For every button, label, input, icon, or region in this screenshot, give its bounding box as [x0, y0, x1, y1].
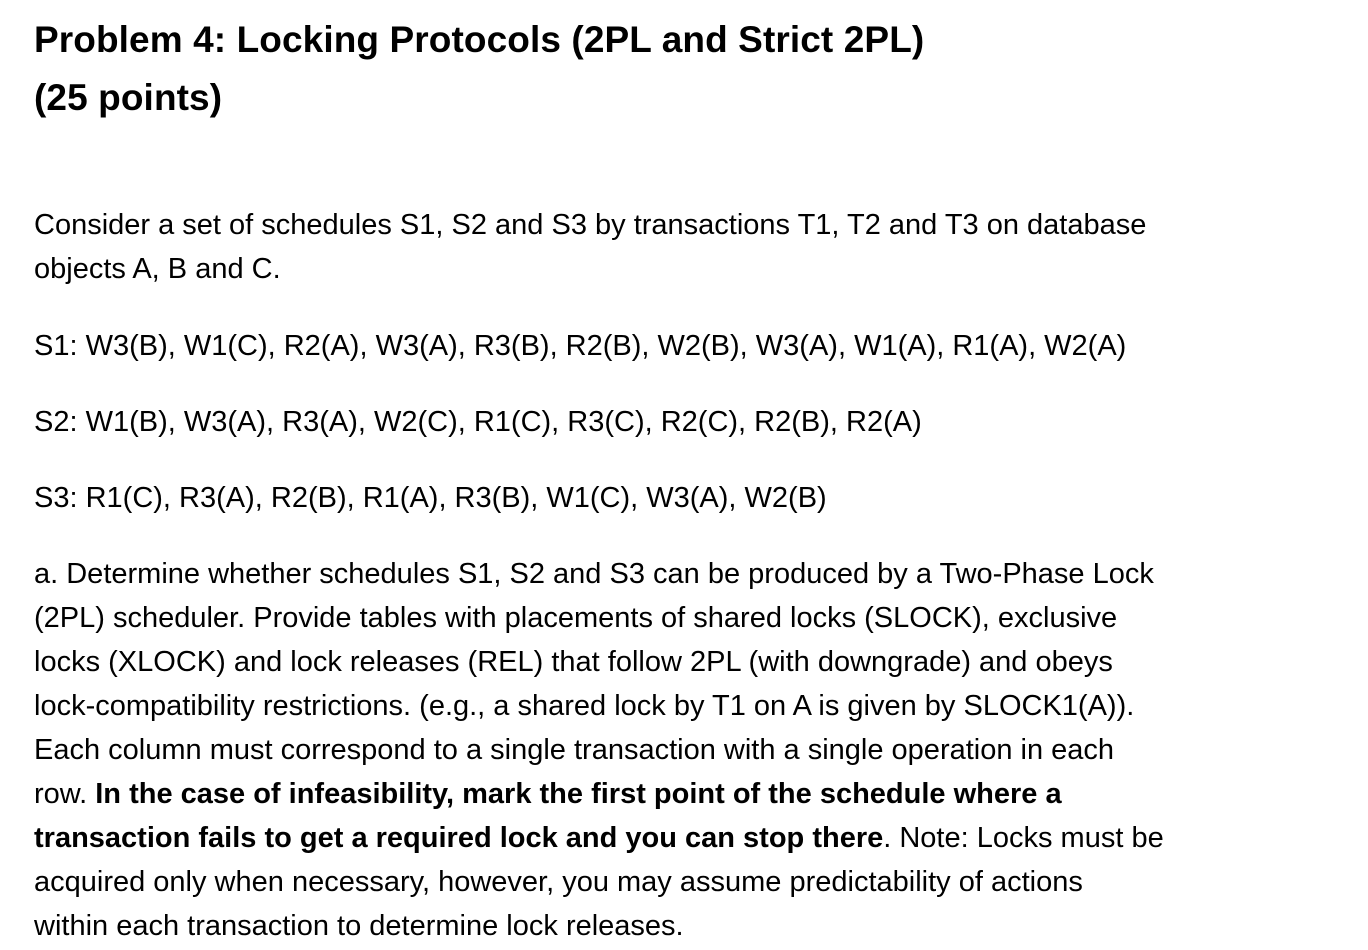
problem-title-line-2: (25 points)	[34, 77, 223, 118]
part-a-line-8: acquired only when necessary, however, you may assume predictability of actions	[34, 866, 1083, 898]
part-a-line-9: within each transaction to determine lock releases.	[34, 910, 684, 942]
intro-paragraph	[34, 203, 1324, 291]
schedule-s3: S3: R1(C), R3(A), R2(B), R1(A), R3(B), W1(C), W3(A), W2(B)	[34, 482, 827, 514]
part-a-line-2: (2PL) scheduler. Provide tables with placements of shared locks (SLOCK), exclusive	[34, 602, 1118, 634]
intro-line-2: objects A, B and C.	[34, 253, 281, 285]
part-a-line-3: locks (XLOCK) and lock releases (REL) that follow 2PL (with downgrade) and obeys	[34, 646, 1113, 678]
part-a-line-7-bold: transaction fails to get a required lock and you can stop there	[34, 822, 884, 854]
part-a-line-4: lock-compatibility restrictions. (e.g., a shared lock by T1 on A is given by SLOCK1(A)).	[34, 690, 1135, 722]
part-a-line-7-plain: . Note: Locks must be	[883, 822, 1164, 854]
part-a-line-6-plain: row.	[34, 778, 96, 810]
schedule-s1: S1: W3(B), W1(C), R2(A), W3(A), R3(B), R2(B), W2(B), W3(A), W1(A), R1(A), W2(A)	[34, 330, 1127, 362]
schedule-s2: S2: W1(B), W3(A), R3(A), W2(C), R1(C), R3(C), R2(C), R2(B), R2(A)	[34, 406, 922, 438]
part-a-line-5: Each column must correspond to a single transaction with a single operation in each	[34, 734, 1115, 766]
part-a-line-6-bold: In the case of infeasibility, mark the first point of the schedule where a	[95, 778, 1062, 810]
part-a-line-1: a. Determine whether schedules S1, S2 and S3 can be produced by a Two-Phase Lock	[34, 558, 1154, 590]
problem-title	[34, 11, 1134, 127]
part-a-paragraph	[34, 552, 1324, 948]
intro-line-1: Consider a set of schedules S1, S2 and S3 by transactions T1, T2 and T3 on database	[34, 209, 1147, 241]
problem-title-line-1: Problem 4: Locking Protocols (2PL and Strict 2PL)	[34, 19, 925, 60]
